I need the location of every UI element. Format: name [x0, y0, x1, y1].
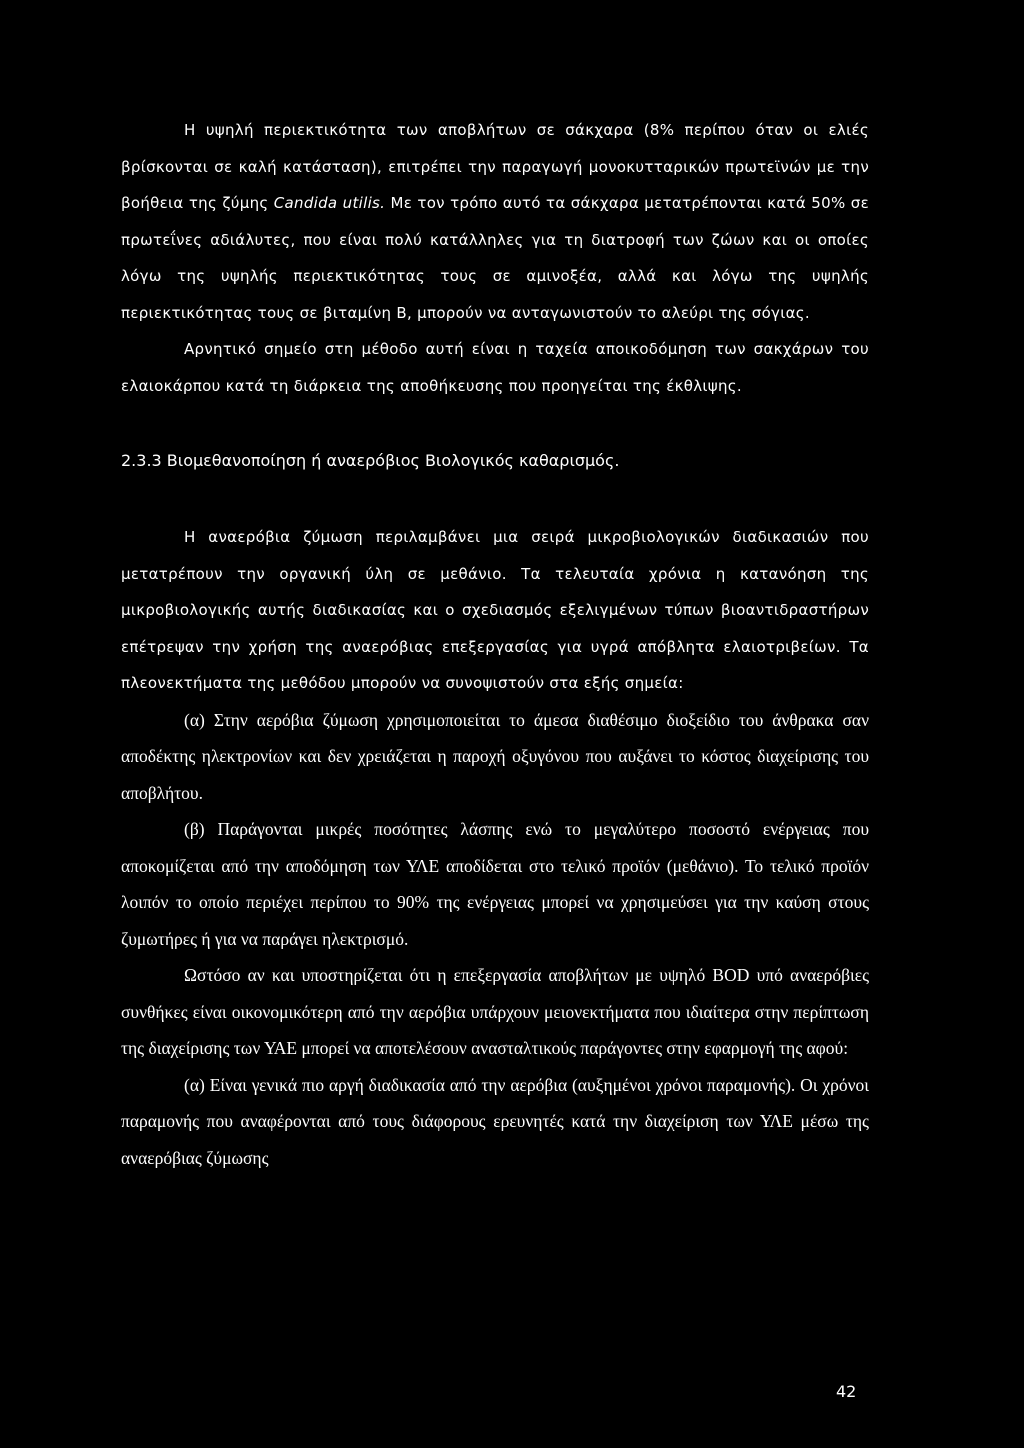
- paragraph-disadvantages: Ωστόσο αν και υποστηρίζεται ότι η επεξεργασία αποβλήτων με υψηλό BOD υπό αναερόβιες συνθήκες είναι οικονομικότερη από την αερόβια υπάρχουν μειονεκτήματα που ιδιαίτερα στην περίπτωση της διαχείρισης των ΥΑΕ μπορεί να αποτελέσουν ανασταλτικούς παράγοντες στην εφαρμογή της αφού:: [121, 965, 869, 1058]
- paragraph-part: Η αναερόβια ζύμωση περιλαμβάνει μια σειρά μικροβιολογικών διαδικασιών που μετατρέπουν την οργανική ύλη σε μεθάνιο.: [121, 528, 869, 583]
- paragraph-part: Με τον τρόπο αυτό τα σάκχαρα μετατρέπονται κατά 50% σε πρωτεΐνες αδιάλυτες, που είναι πολύ κατάλληλες για τη διατροφή των ζώων και οι οποίες λόγω της υψηλής περιεκτικότητας τους σε αμινοξέα, αλλά και λόγω της υψηλής περιεκτικότητας τους σε βιταμίνη Β, μπορούν να ανταγωνιστούν το αλεύρι της σόγιας.: [121, 194, 869, 322]
- paragraph-anaerobic-digestion: [121, 519, 869, 702]
- paragraph-part: Τα πλεονεκτήματα της μεθόδου μπορούν να συνοψιστούν στα εξής σημεία:: [121, 637, 869, 692]
- paragraph-single-cell-protein: [121, 112, 869, 331]
- paragraph-part: Τα τελευταία χρόνια η κατανόηση της μικροβιολογικής αυτής διαδικασίας και ο σχεδιασμός εξελιγμένων τύπων βιοαντιδραστήρων επέτρεψαν την χρήση της αναερόβιας επεξεργασίας για υγρά απόβλητα ελαιοτριβείων.: [121, 564, 869, 656]
- document-page: [121, 112, 869, 1176]
- paragraph-disadvantage-a: (α) Είναι γενικά πιο αργή διαδικασία από την αερόβια (αυξημένοι χρόνοι παραμονής). Οι χρόνοι παραμονής που αναφέρονται από τους διάφορους ερευνητές κατά την διαχείριση των ΥΛΕ μέσω της αναερόβιας ζύμωσης: [121, 1074, 869, 1168]
- paragraph-advantage-a: (α) Στην αερόβια ζύμωση χρησιμοποιείται το άμεσα διαθέσιμο διοξείδιο του άνθρακα σαν αποδέκτης ηλεκτρονίων και δεν χρειάζεται η παροχή οξυγόνου που αυξάνει το κόστος διαχείρισης του αποβλήτου.: [121, 709, 869, 803]
- section-heading: 2.3.3 Βιομεθανοποίηση ή αναερόβιος Βιολογικός καθαρισμός.: [121, 451, 620, 470]
- paragraph-part: Η υψηλή περιεκτικότητα των αποβλήτων σε σάκχαρα (8% περίπου όταν οι ελιές βρίσκονται σε καλή κατάσταση), επιτρέπει την παραγωγή μονοκυτταρικών πρωτεϊνών με την βοήθεια της ζύμης: [121, 121, 869, 212]
- paragraph-negative-point: Αρνητικό σημείο στη μέθοδο αυτή είναι η ταχεία αποικοδόμηση των σακχάρων του ελαιοκάρπου κατά τη διάρκεια της αποθήκευσης που προηγείται της έκθλιψης.: [121, 340, 869, 395]
- species-name: Candida utilis.: [273, 194, 386, 212]
- paragraph-advantage-b: (β) Παράγονται μικρές ποσότητες λάσπης ενώ το μεγαλύτερο ποσοστό ενέργειας που αποκομίζεται από την αποδόμηση των ΥΛΕ αποδίδεται στο τελικό προϊόν (μεθάνιο). Το τελικό προϊόν λοιπόν το οποίο περιέχει περίπου το 90% της ενέργειας μπορεί να χρησιμεύσει για την καύση στους ζυμωτήρες ή για να παράγει ηλεκτρισμό.: [121, 819, 869, 949]
- page-number: 42: [836, 1382, 857, 1401]
